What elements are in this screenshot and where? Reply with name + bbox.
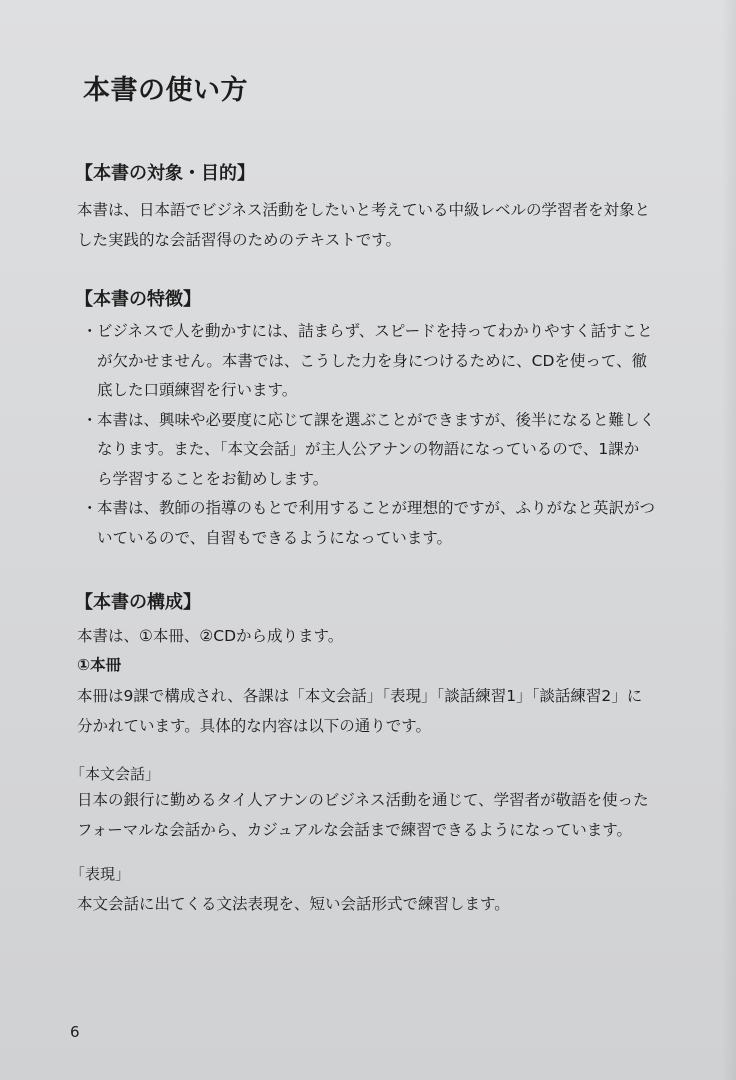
list-item-line: なります。また、「本文会話」が主人公アナンの物語になっているので、1課か: [97, 440, 640, 458]
hyogen-paragraph: [77, 890, 707, 920]
paragraph-line: フォーマルな会話から、カジュアルな会話まで練習できるようになっています。: [77, 820, 633, 839]
list-item-line: が欠かせません。本書では、こうした力を身につけるために、CDを使って、徹: [97, 351, 648, 370]
list-item-line: 底した口頭練習を行います。: [97, 381, 298, 399]
paragraph-line: 本文会話に出てくる文法表現を、短い会話形式で練習します。: [77, 895, 510, 913]
paragraph-line: 本書は、①本冊、②CDから成ります。: [77, 627, 344, 645]
paragraph-line: 日本の銀行に勤めるタイ人アナンのビジネス活動を通じて、学習者が敬語を使った: [77, 791, 649, 809]
list-item-line: いているので、自習もできるようになっています。: [97, 528, 452, 547]
book-paragraph: [77, 682, 707, 741]
honbun-paragraph: [77, 786, 707, 845]
bullet-mark: ・: [82, 322, 98, 340]
list-item-line: 本書は、興味や必要度に応じて課を選ぶことができますが、後半になると難しく: [97, 410, 656, 429]
paragraph-line: 分かれています。具体的な内容は以下の通りです。: [77, 716, 432, 735]
paragraph-line: 本書は、日本語でビジネス活動をしたいと考えている中級レベルの学習者を対象と: [77, 201, 651, 219]
list-item-line: ら学習することをお勧めします。: [97, 469, 329, 488]
hyogen-subheading: 「表現」: [70, 865, 131, 883]
book-subheading: ①本冊: [77, 656, 122, 674]
features-list: [82, 317, 707, 553]
section-heading-structure: 【本書の構成】: [75, 592, 201, 613]
page-number: 6: [70, 1023, 80, 1041]
page-title: 本書の使い方: [83, 75, 248, 106]
section-target-paragraph: [77, 196, 707, 255]
section-heading-features: 【本書の特徴】: [75, 289, 201, 310]
list-item: [82, 317, 707, 406]
page-edge-shadow: [722, 0, 736, 1080]
paragraph-line: した実践的な会話習得のためのテキストです。: [77, 230, 401, 249]
bullet-mark: ・: [82, 410, 98, 429]
list-item-line: 本書は、教師の指導のもとで利用することが理想的ですが、ふりがなと英訳がつ: [97, 499, 656, 517]
list-item-line: ビジネスで人を動かすには、詰まらず、スピードを持ってわかりやすく話すこと: [97, 322, 653, 340]
section-heading-target: 【本書の対象・目的】: [75, 163, 255, 184]
bullet-mark: ・: [82, 499, 98, 517]
paragraph-line: 本冊は9課で構成され、各課は「本文会話」「表現」「談話練習1」「談話練習2」に: [77, 687, 643, 705]
structure-intro: [77, 622, 707, 652]
list-item: [82, 494, 707, 553]
list-item: [82, 406, 707, 495]
honbun-subheading: 「本文会話」: [70, 765, 161, 783]
